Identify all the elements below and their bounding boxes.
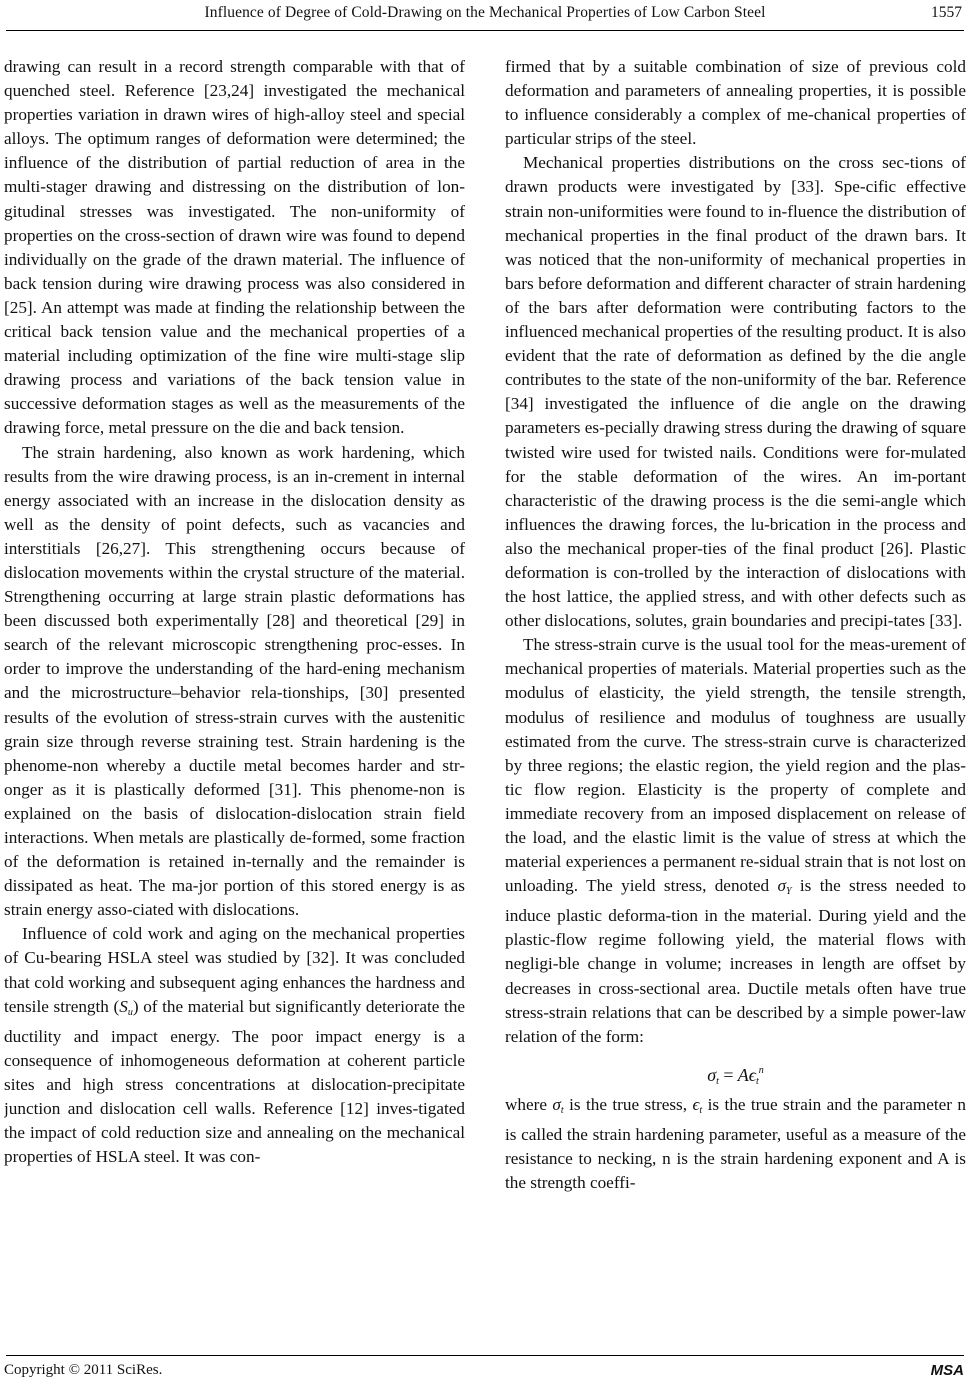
- footer-rule: [6, 1355, 964, 1356]
- paragraph: drawing can result in a record strength comparable with that of quenched steel. Reference [23,24] investigated the mechanical properties variation in drawn wires of high-alloy steel and special alloys. The optimum ranges of deformation were determined; the influence of the distribution of partial reduction of area in the multi-stager drawing and distressing on the distribution of lon-gitudinal stresses was investigated. The non-uniformity of properties on the cross-section of drawn wire was found to depend individually on the grade of the drawn material. The influence of back tension during wire drawing process was also considered in [25]. An attempt was made at finding the relationship between the critical back tension value and the mechanical properties of a material including optimization of the fine wire multi-stage slip drawing process and variations of the back tension value in successive deformation stages as well as the measurements of the drawing force, metal pressure on the die and back tension.: [4, 57, 465, 438]
- page-footer: [0, 1362, 970, 1384]
- paragraph-text: The stress-strain curve is the usual tool for the meas-urement of mechanical properties of materials. Material properties such as the modulus of elasticity, the yield strength, the tensile strength, modulus of resilience and modulus of toughness are usually estimated from the curve. The stress-strain curve is characterized by three regions; the elastic region, the yield region and the plas-tic flow region. Elasticity is the property of complete and immediate recovery from an imposed displacement on release of the load, and the elastic limit is the value of stress at which the material experiences a permanent re-sidual strain that is not lost on unloading. The yield stress, denoted: [505, 635, 966, 896]
- header-rule: [6, 30, 964, 31]
- paragraph-text: Influence of cold work and aging on the mechanical properties of Cu-bearing HSLA steel was studied by [32]. It was concluded that cold working and subsequent aging enhances the hardness and tensile strength (: [4, 924, 465, 1016]
- left-column: [4, 55, 465, 1345]
- paragraph-text: is the stress needed to induce plastic deforma-tion in the material. During yield and the plastic-flow regime following yield, the material flows with negligi-ble change in volume; increases in length are offset by decreases in cross-sectional area. Ductile metals often have true stress-strain relations that can be described by a simple power-law relation of the form:: [505, 876, 966, 1046]
- paragraph: [505, 633, 966, 1049]
- copyright-notice: Copyright © 2011 SciRes.: [4, 1362, 163, 1378]
- symbol-yield-stress: $\sigma_Y$: [777, 876, 792, 898]
- power-law-equation: $\sigma_t = A\epsilon_t^n$: [707, 1064, 764, 1087]
- paragraph: The strain hardening, also known as work hardening, which results from the wire drawing process, is an in-crement in internal energy associated with an increase in the dislocation density as well as the density of point defects, such as vacancies and interstitials [26,27]. This strengthening occurs because of dislocation movements within the crystal structure of the material. Strengthening occurring at large strain plastic deformations has been discussed both experimentally [28] and theoretical [29] in search of the relevant microscopic strengthening proc-esses. In order to improve the understanding of the hard-ening mechanism and the microstructure–behavior rela-tionships, [30] presented results of the evolution of stress-strain curves with the austenitic grain size through reverse straining test. Strain hardening is the phenome-non whereby a ductile metal becomes harder and str-onger as it is plastically deformed [31]. This phenome-non is explained on the basis of dislocation-dislocation strain field interactions. When metals are plastically de-formed, some fraction of the deformation is retained in-ternally and the remainder is dissipated as heat. The ma-jor portion of this stored energy is as strain energy asso-ciated with dislocations.: [4, 442, 465, 920]
- journal-abbreviation: MSA: [930, 1362, 964, 1379]
- paragraph: Mechanical properties distributions on the cross sec-tions of drawn products were investigated by [33]. Spe-cific effective strain non-uniformities were found to in-fluence the distribution of mechanical properties in the final product of the drawn bars. It was noticed that the non-uniformity of mechanical properties in bars before deformation and different character of strain hardening of the bars after deformation were contributing factors to the influenced mechanical properties of the resulting product. It is also evident that the rate of deformation as defined by the die angle contributes to the state of the non-uniformity of the bar. Reference [34] investigated the influence of die angle on the drawing parameters es-pecially drawing stress during the drawing of square twisted wire used for twisted nails. Conditions were for-mulated for the stable deformation of the wires. An im-portant characteristic of the drawing process is the die semi-angle which influences the drawing forces, the lu-brication in the process and also the mechanical proper-ties of the final product [26]. Plastic deformation is con-trolled by the interaction of dislocations with the host lattice, the applied stress, and with other defects such as other dislocations, solutes, grain boundaries and precipi-tates [33].: [505, 153, 966, 631]
- right-column: [505, 55, 966, 1345]
- paragraph: [4, 922, 465, 1169]
- symbol-true-strain: $\epsilon_t$: [692, 1094, 703, 1116]
- paragraph: where $\sigma_t$ is the true stress, $\epsilon_t$ is the true strain and the parameter n is called the strain hardening parameter, useful as a measure of the resistance to necking, n is the strain hardening exponent and A is the strength coeffi-: [505, 1094, 966, 1193]
- symbol-tensile-strength: $S_u$: [119, 996, 133, 1018]
- page-number: 1557: [931, 4, 962, 21]
- symbol-true-stress: $\sigma_t$: [552, 1094, 564, 1116]
- paragraph-text: ) of the material but significantly deteriorate the ductility and impact energy. The poor impact energy is a consequence of inhomogeneous deformation at coherent particle sites and high stress concentrations at dislocation-precipitate junction and dislocation cell walls. Reference [12] inves-tigated the impact of cold reduction size and annealing on the mechanical properties of HSLA steel. It was con-: [4, 996, 465, 1167]
- paragraph: firmed that by a suitable combination of size of previous cold deformation and parameters of annealing properties, it is possible to influence considerably a complex of me-chanical properties of particular strips of the steel.: [505, 57, 966, 149]
- running-header: [0, 0, 970, 30]
- running-title: Influence of Degree of Cold-Drawing on the Mechanical Properties of Low Carbon Steel: [204, 4, 766, 21]
